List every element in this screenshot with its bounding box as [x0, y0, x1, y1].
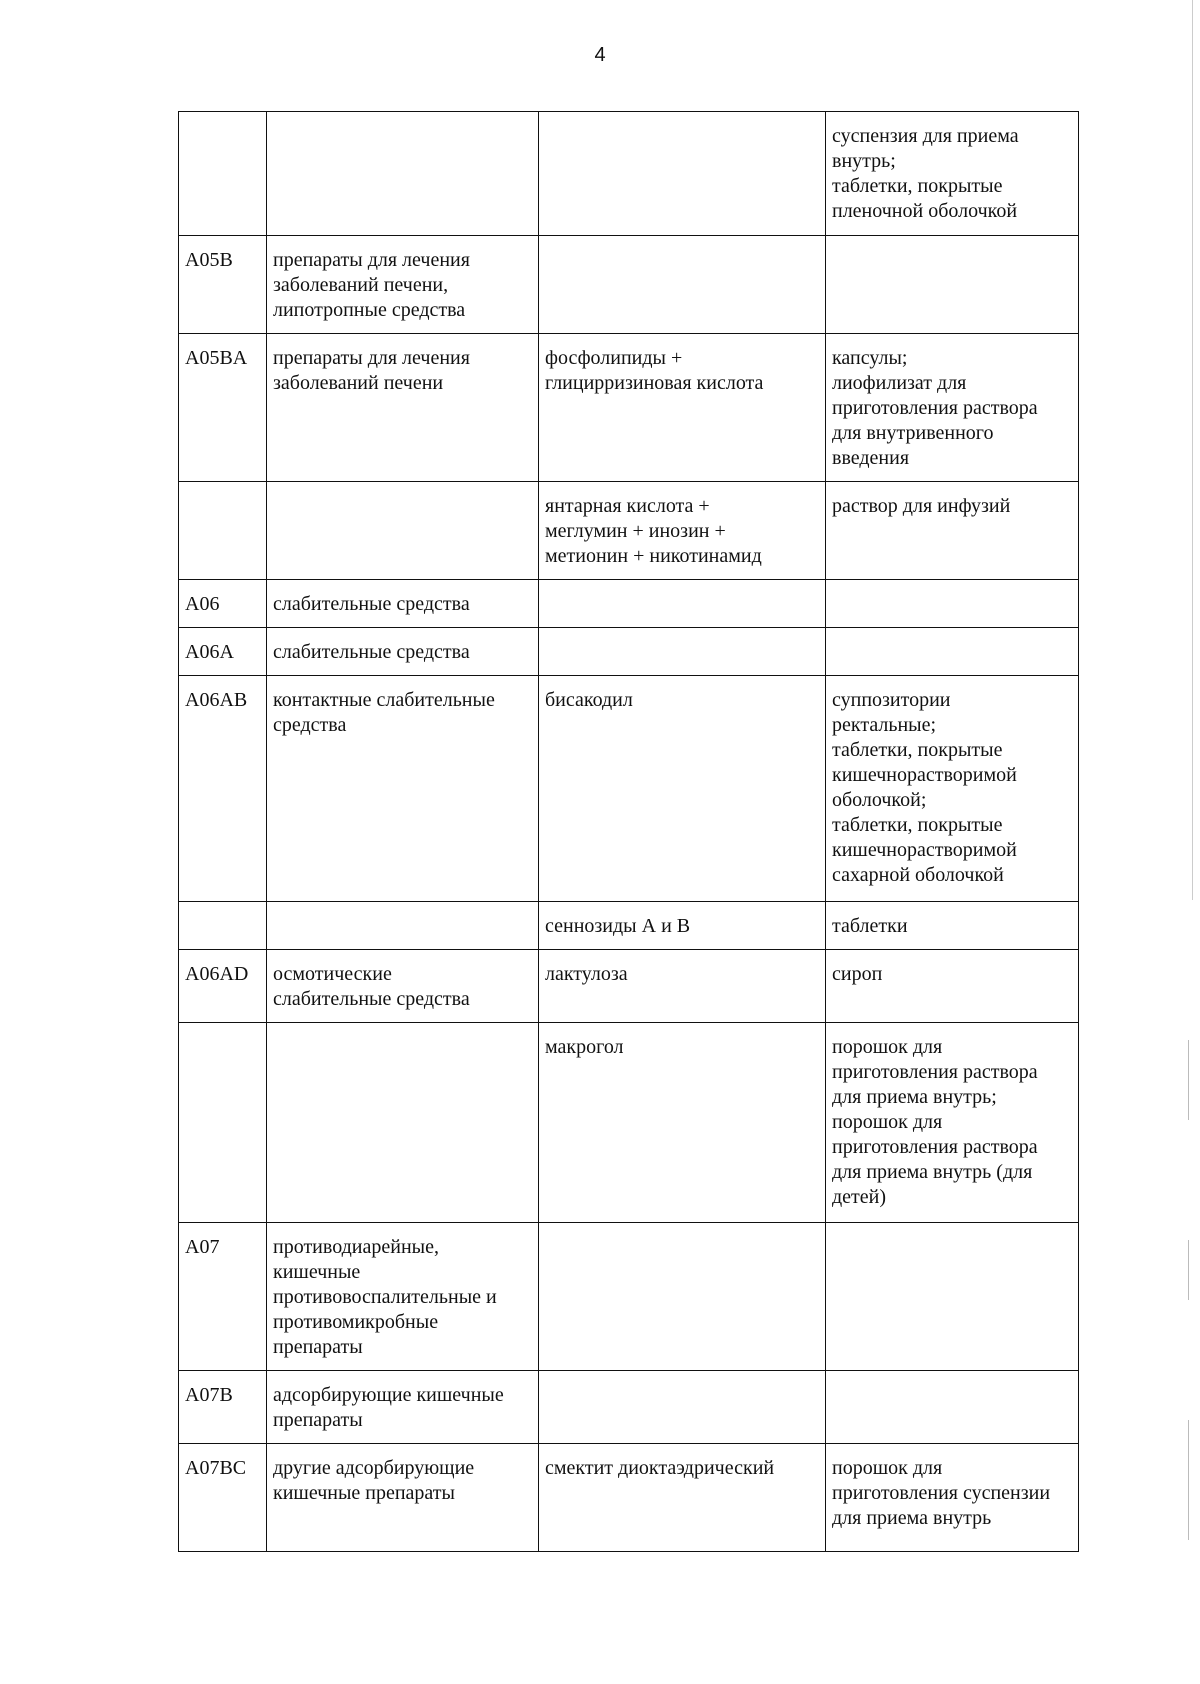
- dosage-form-cell: [826, 902, 1079, 950]
- anatomical-group-cell: [267, 902, 539, 950]
- table-row: [179, 1371, 1079, 1444]
- cell-line: суппозитории: [832, 689, 951, 711]
- cell-text: A06: [185, 593, 220, 615]
- cell-line: метионин + никотинамид: [545, 545, 762, 567]
- cell-line: бисакодил: [545, 689, 633, 711]
- cell-line: приготовления раствора: [832, 1061, 1038, 1083]
- cell-line: противодиарейные,: [273, 1236, 439, 1258]
- anatomical-group-cell: [267, 1223, 539, 1371]
- cell-line: сироп: [832, 963, 883, 985]
- cell-line: приготовления раствора: [832, 1136, 1038, 1158]
- table-row: [179, 112, 1079, 236]
- scan-edge-mark: [1188, 1240, 1189, 1300]
- table-row: [179, 482, 1079, 580]
- medicine-name-cell: [539, 676, 826, 902]
- dosage-form-cell: [826, 950, 1079, 1023]
- medicine-name-cell: [539, 1371, 826, 1444]
- cell-line: таблетки, покрытые: [832, 175, 1003, 197]
- cell-line: лактулоза: [545, 963, 628, 985]
- cell-line: для приема внутрь;: [832, 1086, 997, 1108]
- cell-line: другие адсорбирующие: [273, 1457, 475, 1479]
- cell-line: раствор для инфузий: [832, 495, 1011, 517]
- cell-line: кишечнорастворимой: [832, 764, 1017, 786]
- medicine-name-cell: [539, 628, 826, 676]
- cell-text: A07B: [185, 1384, 233, 1406]
- cell-line: введения: [832, 447, 910, 469]
- anatomical-group-cell: [267, 236, 539, 334]
- anatomical-group-cell: [267, 112, 539, 236]
- cell-line: для приема внутрь: [832, 1507, 992, 1529]
- scan-edge-mark: [1192, 0, 1193, 900]
- table-row: [179, 580, 1079, 628]
- dosage-form-cell: [826, 1023, 1079, 1223]
- anatomical-group-cell: [267, 676, 539, 902]
- table-row: [179, 628, 1079, 676]
- cell-line: меглумин + инозин +: [545, 520, 726, 542]
- table-row: [179, 902, 1079, 950]
- cell-text: A05BA: [185, 347, 248, 369]
- medicine-name-cell: [539, 1023, 826, 1223]
- atc-code-cell: [179, 676, 267, 902]
- cell-line: сахарной оболочкой: [832, 864, 1004, 886]
- dosage-form-cell: [826, 676, 1079, 902]
- anatomical-group-cell: [267, 950, 539, 1023]
- cell-line: пленочной оболочкой: [832, 200, 1018, 222]
- table-body: [179, 112, 1079, 1552]
- atc-code-cell: [179, 1371, 267, 1444]
- cell-line: кишечные препараты: [273, 1482, 455, 1504]
- dosage-form-cell: [826, 1444, 1079, 1552]
- cell-line: осмотические: [273, 963, 392, 985]
- cell-line: ректальные;: [832, 714, 937, 736]
- cell-line: заболеваний печени: [273, 372, 444, 394]
- atc-code-cell: [179, 902, 267, 950]
- atc-code-cell: [179, 1444, 267, 1552]
- cell-line: препараты: [273, 1409, 363, 1431]
- medicine-name-cell: [539, 112, 826, 236]
- cell-line: макрогол: [545, 1036, 624, 1058]
- atc-code-cell: [179, 112, 267, 236]
- cell-line: слабительные средства: [273, 593, 470, 615]
- anatomical-group-cell: [267, 580, 539, 628]
- cell-line: противовоспалительные и: [273, 1286, 497, 1308]
- dosage-form-cell: [826, 112, 1079, 236]
- dosage-form-cell: [826, 1371, 1079, 1444]
- medicine-name-cell: [539, 482, 826, 580]
- atc-code-cell: [179, 236, 267, 334]
- cell-text: A06A: [185, 641, 234, 663]
- cell-line: смектит диоктаэдрический: [545, 1457, 775, 1479]
- dosage-form-cell: [826, 628, 1079, 676]
- cell-line: средства: [273, 714, 347, 736]
- cell-line: приготовления раствора: [832, 397, 1038, 419]
- atc-code-cell: [179, 1023, 267, 1223]
- cell-line: контактные слабительные: [273, 689, 495, 711]
- anatomical-group-cell: [267, 1371, 539, 1444]
- cell-text: A07BC: [185, 1457, 247, 1479]
- dosage-form-cell: [826, 1223, 1079, 1371]
- medicines-table: [178, 111, 1079, 1552]
- cell-line: таблетки, покрытые: [832, 739, 1003, 761]
- cell-line: оболочкой;: [832, 789, 927, 811]
- table-row: [179, 676, 1079, 902]
- cell-line: для внутривенного: [832, 422, 994, 444]
- cell-line: порошок для: [832, 1111, 943, 1133]
- atc-code-cell: [179, 950, 267, 1023]
- cell-line: слабительные средства: [273, 641, 470, 663]
- cell-line: таблетки: [832, 915, 908, 937]
- medicine-name-cell: [539, 902, 826, 950]
- dosage-form-cell: [826, 236, 1079, 334]
- cell-text: A07: [185, 1236, 220, 1258]
- cell-line: слабительные средства: [273, 988, 470, 1010]
- cell-line: препараты для лечения: [273, 347, 470, 369]
- cell-line: внутрь;: [832, 150, 896, 172]
- cell-line: таблетки, покрытые: [832, 814, 1003, 836]
- cell-line: для приема внутрь (для: [832, 1161, 1033, 1183]
- cell-line: заболеваний печени,: [273, 274, 449, 296]
- scan-edge-mark: [1188, 1420, 1189, 1540]
- cell-line: глицирризиновая кислота: [545, 372, 764, 394]
- atc-code-cell: [179, 334, 267, 482]
- cell-text: A06AD: [185, 963, 249, 985]
- page-number: 4: [594, 44, 606, 66]
- cell-line: кишечнорастворимой: [832, 839, 1017, 861]
- atc-code-cell: [179, 1223, 267, 1371]
- cell-line: приготовления суспензии: [832, 1482, 1051, 1504]
- atc-code-cell: [179, 628, 267, 676]
- dosage-form-cell: [826, 580, 1079, 628]
- anatomical-group-cell: [267, 1023, 539, 1223]
- cell-line: янтарная кислота +: [545, 495, 710, 517]
- dosage-form-cell: [826, 334, 1079, 482]
- table-row: [179, 236, 1079, 334]
- cell-line: сеннозиды А и В: [545, 915, 691, 937]
- table-row: [179, 1444, 1079, 1552]
- medicine-name-cell: [539, 334, 826, 482]
- atc-code-cell: [179, 580, 267, 628]
- cell-line: капсулы;: [832, 347, 908, 369]
- medicine-name-cell: [539, 580, 826, 628]
- anatomical-group-cell: [267, 628, 539, 676]
- anatomical-group-cell: [267, 1444, 539, 1552]
- cell-line: детей): [832, 1186, 887, 1208]
- table-row: [179, 950, 1079, 1023]
- cell-line: препараты: [273, 1336, 363, 1358]
- table-row: [179, 334, 1079, 482]
- cell-line: порошок для: [832, 1457, 943, 1479]
- cell-line: липотропные средства: [273, 299, 466, 321]
- cell-line: адсорбирующие кишечные: [273, 1384, 504, 1406]
- table-row: [179, 1223, 1079, 1371]
- cell-line: кишечные: [273, 1261, 361, 1283]
- dosage-form-cell: [826, 482, 1079, 580]
- cell-text: A06AB: [185, 689, 248, 711]
- scan-edge-mark: [1188, 1040, 1189, 1120]
- cell-line: противомикробные: [273, 1311, 439, 1333]
- atc-code-cell: [179, 482, 267, 580]
- cell-line: лиофилизат для: [832, 372, 967, 394]
- cell-line: суспензия для приема: [832, 125, 1019, 147]
- cell-line: фосфолипиды +: [545, 347, 683, 369]
- medicine-name-cell: [539, 950, 826, 1023]
- cell-text: A05B: [185, 249, 233, 271]
- table-row: [179, 1023, 1079, 1223]
- cell-line: препараты для лечения: [273, 249, 470, 271]
- anatomical-group-cell: [267, 482, 539, 580]
- medicine-name-cell: [539, 236, 826, 334]
- anatomical-group-cell: [267, 334, 539, 482]
- medicine-name-cell: [539, 1444, 826, 1552]
- cell-line: порошок для: [832, 1036, 943, 1058]
- medicine-name-cell: [539, 1223, 826, 1371]
